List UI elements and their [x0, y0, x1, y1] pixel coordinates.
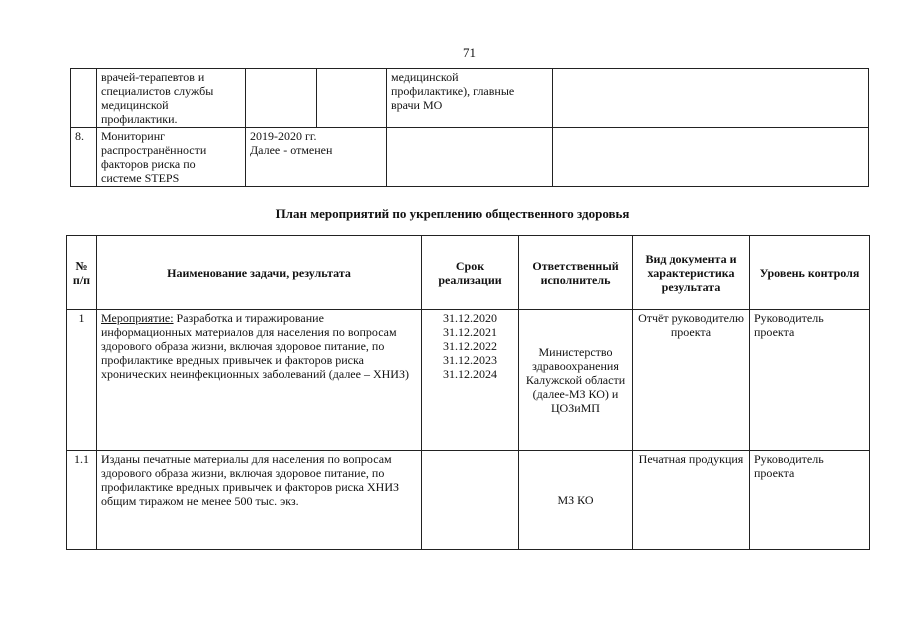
table-header-row: [67, 236, 870, 310]
date: 31.12.2021: [443, 325, 497, 339]
task-cell: Мониторинг распространённости факторов риска по системе STEPS: [97, 128, 246, 187]
header-period: Срок реализации: [422, 236, 519, 310]
task-cell: Изданы печатные материалы для населения по вопросам здорового образа жизни, включая здоровое питание, по профилактике вредных привычек и факторов риска ХНИЗ общим тиражом не менее 500 тыс. экз.: [97, 451, 422, 550]
document-cell: Печатная продукция: [633, 451, 750, 550]
task-prefix: Мероприятие:: [101, 311, 174, 325]
period-cell: 2019-2020 гг. Далее - отменен: [246, 128, 387, 187]
table-row: [71, 69, 869, 128]
date: 31.12.2022: [443, 339, 497, 353]
period-cell: [422, 310, 519, 451]
page-number: 71: [463, 45, 476, 60]
period-cell: [246, 69, 317, 128]
control-cell: Руководитель проекта: [750, 310, 870, 451]
document-cell: Отчёт руководителю проекта: [633, 310, 750, 451]
empty-cell: [553, 128, 869, 187]
table-row: [67, 310, 870, 451]
task-cell: [97, 310, 422, 451]
row-number: 1.1: [67, 451, 97, 550]
executor-cell: Министерство здравоохранения Калужской области (далее-МЗ КО) и ЦОЗиМП: [519, 310, 633, 451]
table-row: [67, 451, 870, 550]
task-text: Разработка и тиражирование информационных материалов для населения по вопросам здорового образа жизни, включая здоровое питание, по профилактике вредных привычек и факторов риска хронических неинфекционных заболеваний (далее – ХНИЗ): [101, 311, 409, 381]
executor-cell: [387, 128, 553, 187]
row-number: 8.: [71, 128, 97, 187]
header-task: Наименование задачи, результата: [97, 236, 422, 310]
period-cell: [422, 451, 519, 550]
date: 31.12.2023: [443, 353, 497, 367]
executor-cell: медицинской профилактике), главные врачи МО: [387, 69, 553, 128]
executor-cell: МЗ КО: [519, 451, 633, 550]
table-row: [71, 128, 869, 187]
header-num: № п/п: [67, 236, 97, 310]
row-number: 1: [67, 310, 97, 451]
empty-cell: [317, 69, 387, 128]
header-executor: Ответственный исполнитель: [519, 236, 633, 310]
row-number: [71, 69, 97, 128]
date: 31.12.2024: [443, 367, 497, 381]
header-document: Вид документа и характеристика результата: [633, 236, 750, 310]
task-cell: врачей-терапевтов и специалистов службы медицинской профилактики.: [97, 69, 246, 128]
date: 31.12.2020: [443, 311, 497, 325]
plan-table: [66, 235, 870, 550]
header-control: Уровень контроля: [750, 236, 870, 310]
section-title: План мероприятий по укреплению общественного здоровья: [275, 206, 630, 221]
empty-cell: [553, 69, 869, 128]
top-table: [70, 68, 869, 187]
control-cell: Руководитель проекта: [750, 451, 870, 550]
